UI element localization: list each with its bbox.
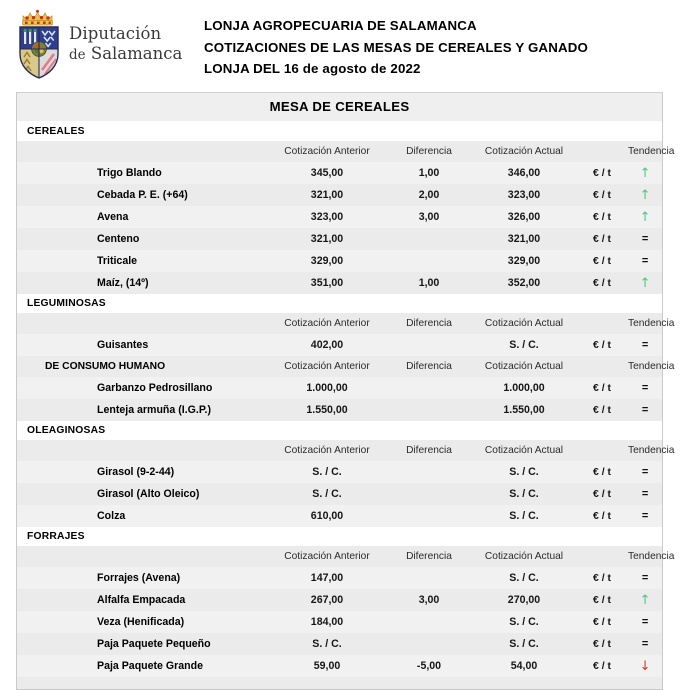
row-current-price: S. / C. (509, 339, 539, 351)
row-product-name: Alfalfa Empacada (97, 594, 186, 606)
row-current-price: S. / C. (509, 638, 539, 650)
table-row (17, 505, 662, 527)
table-row (17, 272, 662, 294)
row-previous-price: 321,00 (310, 189, 344, 201)
row-unit: € / t (593, 572, 611, 584)
row-trend (628, 505, 662, 527)
row-difference: 1,00 (418, 277, 440, 289)
row-current-price: 346,00 (507, 167, 541, 179)
column-header-group (17, 546, 268, 567)
column-header-difference: Diferencia (406, 317, 452, 329)
table-row (17, 162, 662, 184)
row-product-name: Maíz, (14º) (97, 277, 149, 289)
column-header-difference: Diferencia (406, 444, 452, 456)
row-product-name: Forrajes (Avena) (97, 572, 181, 584)
row-unit: € / t (593, 167, 611, 179)
row-previous-price: 345,00 (310, 167, 344, 179)
column-header-previous: Cotización Anterior (284, 317, 370, 329)
column-header-current: Cotización Actual (484, 317, 564, 329)
row-unit: € / t (593, 466, 611, 478)
column-header-trend: Tendencia (628, 317, 675, 329)
column-header-trend: Tendencia (628, 145, 675, 157)
trend-equal-icon: = (641, 616, 649, 628)
row-current-price: 1.000,00 (503, 382, 545, 394)
row-product-name: Paja Paquete Pequeño (97, 638, 211, 650)
row-previous-price: 351,00 (310, 277, 344, 289)
row-difference (386, 611, 472, 633)
trend-equal-icon: = (641, 255, 649, 267)
section-title: LEGUMINOSAS (17, 294, 662, 313)
row-difference (386, 250, 472, 272)
cereales-table-panel (16, 92, 675, 690)
section-title: OLEAGINOSAS (17, 421, 662, 440)
table-row (17, 655, 662, 677)
column-header-difference: Diferencia (406, 360, 452, 372)
row-difference: -5,00 (416, 660, 442, 672)
row-difference (386, 633, 472, 655)
brand-logo (14, 8, 184, 80)
trend-equal-icon: = (641, 233, 649, 245)
row-current-price: 270,00 (507, 594, 541, 606)
trend-up-icon: ↑ (639, 275, 651, 291)
row-product-name: Trigo Blando (97, 167, 162, 179)
table-row (17, 589, 662, 611)
trend-up-icon: ↑ (639, 187, 651, 203)
column-header-unit (576, 141, 628, 162)
column-header-group: DE CONSUMO HUMANO (45, 360, 166, 372)
row-product-name: Garbanzo Pedrosillano (97, 382, 213, 394)
row-trend (628, 611, 662, 633)
row-current-price: S. / C. (509, 616, 539, 628)
row-unit: € / t (593, 211, 611, 223)
row-previous-price: 321,00 (310, 233, 344, 245)
column-header-row (17, 141, 662, 162)
row-difference: 3,00 (418, 594, 440, 606)
row-trend (628, 334, 662, 356)
trend-equal-icon: = (641, 404, 649, 416)
row-previous-price: 402,00 (310, 339, 344, 351)
trend-equal-icon: = (641, 510, 649, 522)
row-difference: 3,00 (418, 211, 440, 223)
row-unit: € / t (593, 339, 611, 351)
row-product-name: Guisantes (97, 339, 149, 351)
row-trend (628, 250, 662, 272)
row-difference (386, 483, 472, 505)
column-header-current: Cotización Actual (484, 145, 564, 157)
table-row (17, 184, 662, 206)
title-line-2: COTIZACIONES DE LAS MESAS DE CEREALES Y GANADO (204, 39, 588, 55)
title-line-1: LONJA AGROPECUARIA DE SALAMANCA (204, 18, 477, 33)
column-header-difference: Diferencia (406, 550, 452, 562)
row-product-name: Cebada P. E. (+64) (97, 189, 188, 201)
table-row (17, 633, 662, 655)
column-header-group (17, 313, 268, 334)
row-current-price: S. / C. (509, 488, 539, 500)
row-previous-price: S. / C. (312, 488, 342, 500)
row-previous-price: 184,00 (310, 616, 344, 628)
row-current-price: S. / C. (509, 466, 539, 478)
trend-equal-icon: = (641, 638, 649, 650)
row-trend (628, 377, 662, 399)
column-header-unit (576, 440, 628, 461)
row-current-price: 321,00 (507, 233, 541, 245)
page-header (0, 0, 683, 86)
table-caption: MESA DE CEREALES (17, 93, 662, 122)
row-previous-price: 610,00 (310, 510, 344, 522)
trend-up-icon: ↑ (639, 209, 651, 225)
row-product-name: Veza (Henificada) (97, 616, 185, 628)
row-trend (628, 206, 662, 228)
table-row (17, 483, 662, 505)
trend-up-icon: ↑ (639, 592, 651, 608)
row-unit: € / t (593, 616, 611, 628)
table-row (17, 334, 662, 356)
row-unit: € / t (593, 233, 611, 245)
trend-equal-icon: = (641, 488, 649, 500)
row-unit: € / t (593, 660, 611, 672)
trend-up-icon: ↑ (639, 165, 651, 181)
row-previous-price: 1.000,00 (306, 382, 348, 394)
row-unit: € / t (593, 488, 611, 500)
column-header-unit (576, 313, 628, 334)
trend-equal-icon: = (641, 339, 649, 351)
row-trend (628, 461, 662, 483)
trend-equal-icon: = (641, 382, 649, 394)
row-trend (628, 483, 662, 505)
section-title: CEREALES (17, 122, 662, 141)
row-difference (386, 505, 472, 527)
title-line-3: LONJA DEL 16 de agosto de 2022 (204, 61, 421, 77)
row-previous-price: S. / C. (312, 466, 342, 478)
column-header-trend: Tendencia (628, 550, 675, 562)
row-unit: € / t (593, 404, 611, 416)
row-trend (628, 228, 662, 250)
column-header-row (17, 356, 662, 377)
section-title: FORRAJES (17, 527, 662, 546)
trend-equal-icon: = (641, 572, 649, 584)
trend-equal-icon: = (641, 466, 649, 478)
table-row (17, 611, 662, 633)
row-unit: € / t (593, 510, 611, 522)
row-previous-price: 267,00 (310, 594, 344, 606)
brand-wordmark (69, 25, 182, 64)
quotes-table (17, 122, 675, 677)
page-title (204, 8, 588, 80)
row-product-name: Girasol (9-2-44) (97, 466, 175, 478)
brand-line-1: Diputación (69, 23, 162, 43)
column-header-previous: Cotización Anterior (284, 550, 370, 562)
row-product-name: Lenteja armuña (I.G.P.) (97, 404, 212, 416)
salamanca-coat-of-arms-icon (14, 8, 64, 80)
row-product-name: Avena (97, 211, 129, 223)
row-unit: € / t (593, 255, 611, 267)
row-product-name: Triticale (97, 255, 138, 267)
row-current-price: 1.550,00 (503, 404, 545, 416)
table-footer-strip (17, 677, 662, 689)
row-unit: € / t (593, 382, 611, 394)
row-trend (628, 272, 662, 294)
table-row (17, 399, 662, 421)
row-unit: € / t (593, 594, 611, 606)
section-header-row (17, 527, 662, 546)
column-header-previous: Cotización Anterior (284, 145, 370, 157)
row-product-name: Girasol (Alto Oleico) (97, 488, 200, 500)
row-previous-price: 329,00 (310, 255, 344, 267)
section-header-row (17, 294, 662, 313)
brand-line-2-prefix: de (69, 47, 86, 63)
table-row (17, 567, 662, 589)
row-trend (628, 399, 662, 421)
column-header-row (17, 546, 662, 567)
row-current-price: S. / C. (509, 510, 539, 522)
column-header-unit (576, 546, 628, 567)
brand-line-2 (69, 45, 182, 63)
column-header-row (17, 440, 662, 461)
row-difference (386, 567, 472, 589)
row-trend (628, 589, 662, 611)
column-header-previous: Cotización Anterior (284, 444, 370, 456)
row-unit: € / t (593, 189, 611, 201)
row-product-name: Centeno (97, 233, 140, 245)
row-difference (386, 334, 472, 356)
row-current-price: 54,00 (510, 660, 538, 672)
quotes-table-body (17, 122, 675, 677)
row-unit: € / t (593, 638, 611, 650)
row-previous-price: 1.550,00 (306, 404, 348, 416)
column-header-current: Cotización Actual (484, 550, 564, 562)
column-header-current: Cotización Actual (484, 360, 564, 372)
row-previous-price: 59,00 (313, 660, 341, 672)
table-row (17, 206, 662, 228)
table-row (17, 250, 662, 272)
row-current-price: 329,00 (507, 255, 541, 267)
row-trend (628, 567, 662, 589)
table-row (17, 228, 662, 250)
column-header-row (17, 313, 662, 334)
row-difference: 2,00 (418, 189, 440, 201)
section-header-row (17, 421, 662, 440)
row-difference (386, 228, 472, 250)
column-header-trend: Tendencia (628, 360, 675, 372)
row-trend (628, 655, 662, 677)
column-header-trend: Tendencia (628, 444, 675, 456)
row-current-price: 323,00 (507, 189, 541, 201)
column-header-group (17, 440, 268, 461)
row-difference (386, 399, 472, 421)
row-previous-price: 323,00 (310, 211, 344, 223)
row-difference: 1,00 (418, 167, 440, 179)
column-header-current: Cotización Actual (484, 444, 564, 456)
row-trend (628, 633, 662, 655)
column-header-group (17, 141, 268, 162)
row-current-price: 326,00 (507, 211, 541, 223)
column-header-previous: Cotización Anterior (284, 360, 370, 372)
row-product-name: Colza (97, 510, 126, 522)
brand-line-2-main: Salamanca (90, 44, 183, 63)
row-difference (386, 377, 472, 399)
row-trend (628, 184, 662, 206)
row-product-name: Paja Paquete Grande (97, 660, 203, 672)
row-current-price: 352,00 (507, 277, 541, 289)
row-previous-price: 147,00 (310, 572, 344, 584)
row-previous-price: S. / C. (312, 638, 342, 650)
row-trend (628, 162, 662, 184)
column-header-unit (576, 356, 628, 377)
column-header-difference: Diferencia (406, 145, 452, 157)
trend-down-icon: ↓ (639, 658, 651, 674)
section-header-row (17, 122, 662, 141)
row-difference (386, 461, 472, 483)
table-row (17, 377, 662, 399)
table-row (17, 461, 662, 483)
row-unit: € / t (593, 277, 611, 289)
row-current-price: S. / C. (509, 572, 539, 584)
